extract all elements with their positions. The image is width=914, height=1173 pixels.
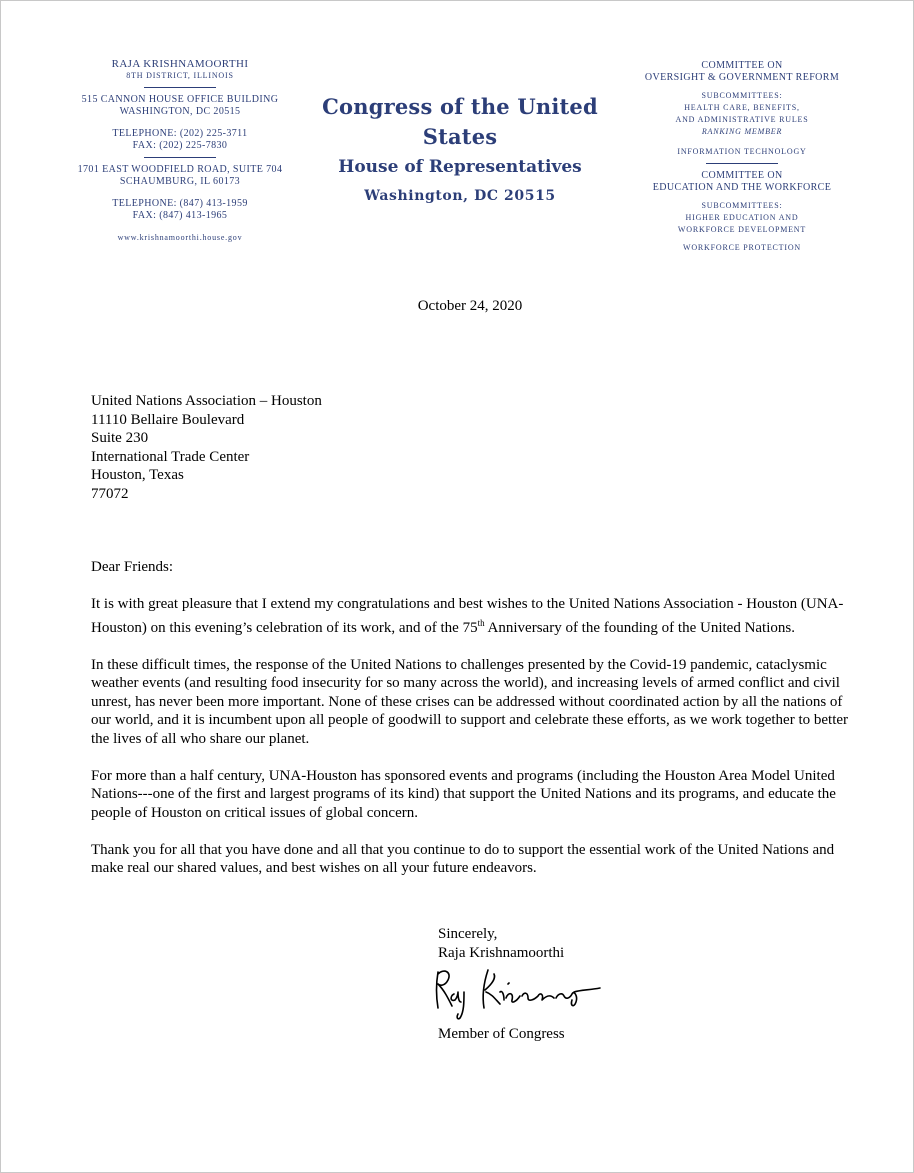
subcommittee1a-line2: AND ADMINISTRATIVE RULES: [675, 115, 809, 124]
dc-phone: TELEPHONE: (202) 225-3711: [112, 128, 248, 139]
separator: [144, 87, 216, 88]
recipient-address: [91, 392, 322, 503]
paragraph-3: For more than a half century, UNA-Houston has sponsored events and programs (including the Houston Area Model United Nations---one of the first and largest programs of its kind) that support the United Nations and its programs, and educate the people of Houston on critical issues of global concern.: [91, 767, 836, 821]
location-heading: Washington, DC 20515: [364, 188, 556, 204]
member-name: RAJA KRISHNAMOORTHI: [111, 58, 249, 70]
address-line: Houston, Texas: [91, 467, 184, 483]
address-line: 11110 Bellaire Boulevard: [91, 411, 245, 428]
closing: Sincerely,: [438, 926, 498, 942]
address-line: Suite 230: [91, 430, 149, 446]
district-office-address-line2: SCHAUMBURG, IL 60173: [119, 176, 241, 187]
separator: [706, 163, 778, 164]
congress-heading: Congress of the United States: [322, 94, 598, 149]
separator: [144, 157, 216, 158]
subcommittee2a-line2: WORKFORCE DEVELOPMENT: [677, 225, 807, 234]
dc-office-address-line1: 515 CANNON HOUSE OFFICE BUILDING: [81, 94, 279, 105]
district-office-address-line1: 1701 EAST WOODFIELD ROAD, SUITE 704: [77, 164, 283, 175]
committee1-line2: OVERSIGHT & GOVERNMENT REFORM: [644, 72, 840, 83]
committee1-line1: COMMITTEE ON: [701, 60, 783, 71]
salutation: Dear Friends:: [91, 559, 174, 575]
district-fax: FAX: (847) 413-1965: [132, 210, 228, 221]
subcommittee1a-line1: HEALTH CARE, BENEFITS,: [684, 103, 800, 112]
dc-fax: FAX: (202) 225-7830: [132, 140, 228, 151]
signer-name: Raja Krishnamoorthi: [438, 944, 565, 961]
handwritten-signature: [430, 962, 605, 1024]
committee2-line1: COMMITTEE ON: [701, 170, 783, 181]
closing-block: [438, 925, 564, 962]
address-line: 77072: [91, 485, 129, 502]
address-line: United Nations Association – Houston: [91, 393, 322, 409]
district-phone: TELEPHONE: (847) 413-1959: [112, 198, 248, 209]
committee2-line2: EDUCATION AND THE WORKFORCE: [652, 182, 832, 193]
paragraph-4: Thank you for all that you have done and all that you continue to do to support the essential work of the United Nations and make real our shared values, and best wishes on all your future endeavors.: [91, 841, 835, 876]
letterhead-left: [60, 58, 300, 244]
letter-body: [91, 558, 851, 896]
subcommittees1-label: SUBCOMMITTEES:: [701, 91, 783, 100]
paragraph-2: In these difficult times, the response of the United Nations to challenges presented by the Covid-19 pandemic, cataclysmic weather events (and resulting food insecurity for so many across the world), and increasing levels of armed conflict and civil unrest, has never been more important. None of these crises can be addressed without coordinated action by all the nations of our world, and it is incumbent upon all people of goodwill to support and celebrate these efforts, as we work together to better the lives of all who share our planet.: [91, 656, 849, 747]
website-link[interactable]: www.krishnamoorthi.house.gov: [117, 233, 243, 242]
subcommittee1a-role: RANKING MEMBER: [701, 127, 783, 136]
subcommittee2a-line1: HIGHER EDUCATION AND: [685, 213, 799, 222]
signer-title: Member of Congress: [438, 1026, 565, 1042]
letterhead-center: [300, 92, 620, 207]
letter-date: October 24, 2020: [417, 298, 523, 314]
member-district: 8TH DISTRICT, ILLINOIS: [126, 71, 234, 80]
paragraph-1: It is with great pleasure that I extend my congratulations and best wishes to the United Nations Association - Houston (UNA-Houston) on this evening’s celebration of its work, and of the 75th Anniversary of the founding of the United Nations.: [91, 596, 844, 636]
subcommittee2b: WORKFORCE PROTECTION: [682, 243, 801, 252]
subcommittee1b: INFORMATION TECHNOLOGY: [677, 147, 807, 156]
subcommittees2-label: SUBCOMMITTEES:: [701, 201, 783, 210]
letterhead-right: [622, 60, 862, 254]
house-heading: House of Representatives: [338, 157, 582, 177]
dc-office-address-line2: WASHINGTON, DC 20515: [119, 106, 241, 117]
address-line: International Trade Center: [91, 448, 250, 465]
